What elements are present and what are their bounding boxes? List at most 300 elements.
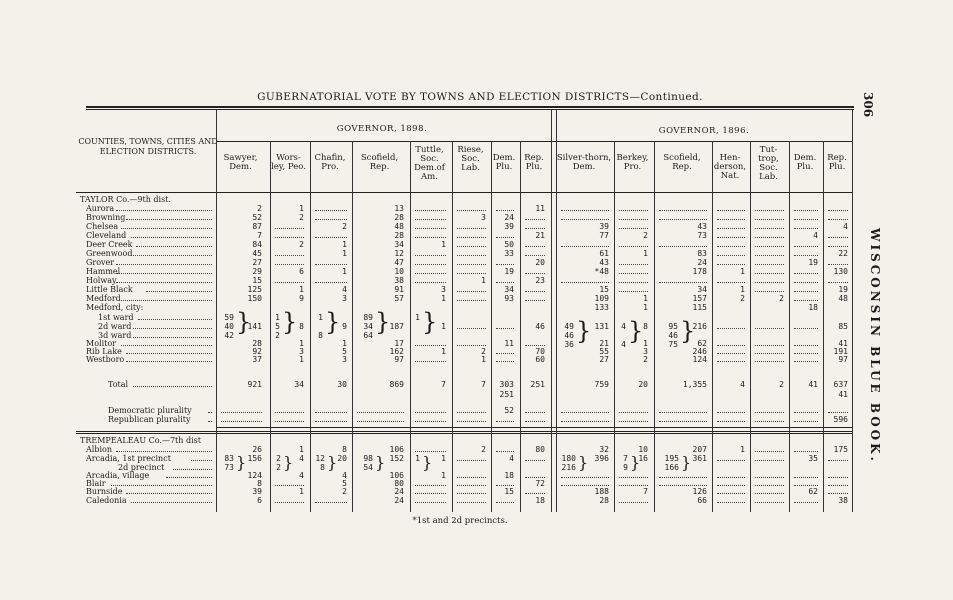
vote-cell: 91 (394, 285, 404, 294)
vote-cell: 175 (833, 445, 848, 454)
vote-cell: 7 (643, 487, 648, 496)
vote-cell: 38 (838, 496, 848, 505)
page-number: 306 (861, 92, 875, 118)
vote-cell: 62 (808, 487, 818, 496)
column-header: Scofield, Rep. (360, 153, 399, 172)
empty-cell-dots (619, 485, 648, 486)
vote-cell: 1 (441, 347, 446, 356)
vote-cell: 2 (779, 294, 784, 303)
vote-cell: 3 (481, 213, 486, 222)
footnote: *1st and 2d precincts. (412, 516, 508, 526)
vote-cell: 47 (394, 258, 404, 267)
empty-cell-dots (415, 361, 446, 362)
plurality-rule (216, 427, 852, 428)
empty-cell-dots (415, 345, 446, 346)
vote-cell: 26 (252, 445, 262, 454)
empty-cell-dots (794, 451, 818, 452)
vote-cell: 131 (594, 322, 609, 331)
empty-cell-dots (275, 255, 304, 256)
vote-cell: 46 (535, 322, 545, 331)
empty-cell-dots (457, 460, 486, 461)
vote-cell: 125 (247, 285, 262, 294)
column-header: Riese, Soc. Lab. (457, 145, 484, 173)
leader-dots (116, 210, 212, 211)
empty-cell-dots (717, 210, 745, 211)
vote-cell: 83 (697, 249, 707, 258)
ward-cell: 5 (275, 322, 280, 331)
vote-cell: 12 (394, 249, 404, 258)
empty-cell-dots (619, 502, 648, 503)
leader-dots (116, 451, 212, 452)
row-label: Aurora (86, 204, 115, 213)
brace: } (630, 453, 641, 472)
vote-cell: 13 (394, 204, 404, 213)
brace: } (375, 453, 386, 472)
vote-cell: 17 (394, 339, 404, 348)
vote-cell: 10 (638, 445, 648, 454)
leader-dots (131, 237, 212, 238)
empty-cell-dots (315, 421, 347, 422)
vote-cell: 19 (504, 267, 514, 276)
empty-cell-dots (828, 237, 848, 238)
brace: } (236, 453, 247, 472)
vote-cell: 2 (779, 380, 784, 389)
vote-cell: 3 (643, 347, 648, 356)
vote-cell: 84 (252, 240, 262, 249)
empty-cell-dots (717, 264, 745, 265)
row-label: Greenwood (86, 249, 133, 258)
empty-cell-dots (457, 237, 486, 238)
vote-cell: 596 (833, 415, 848, 424)
vote-cell: 4 (813, 231, 818, 240)
ward-cell: 12 (315, 454, 325, 463)
empty-cell-dots (457, 421, 486, 422)
empty-cell-dots (496, 485, 514, 486)
row-label: Browning (86, 213, 126, 222)
empty-cell-dots (828, 264, 848, 265)
vote-cell: 162 (389, 347, 404, 356)
brace: } (283, 453, 294, 472)
stub-header: COUNTIES, TOWNS, CITIES AND ELECTION DISTRICTS. (78, 137, 218, 156)
column-header: Rep. Plu. (524, 153, 544, 172)
ward-cell: 1 (415, 313, 420, 322)
vote-cell: 216 (692, 322, 707, 331)
vote-cell: 124 (247, 471, 262, 480)
vote-cell: 34 (504, 285, 514, 294)
vote-cell: 85 (838, 322, 848, 331)
empty-cell-dots (315, 237, 347, 238)
vote-cell: 2 (643, 355, 648, 364)
empty-cell-dots (619, 421, 648, 422)
empty-cell-dots (659, 282, 707, 283)
empty-cell-dots (659, 210, 707, 211)
column-header: Sawyer, Dem. (223, 153, 258, 172)
empty-cell-dots (794, 219, 818, 220)
vote-cell: 21 (535, 231, 545, 240)
vote-cell: 1 (342, 267, 347, 276)
vote-cell: 28 (599, 496, 609, 505)
vote-cell: 27 (252, 258, 262, 267)
leader-dots (111, 485, 212, 486)
ward-cell: 73 (224, 463, 234, 472)
vote-cell: 28 (394, 231, 404, 240)
vote-cell: 1 (342, 339, 347, 348)
empty-cell-dots (415, 493, 446, 494)
empty-cell-dots (755, 328, 784, 329)
vote-cell: 50 (504, 240, 514, 249)
empty-cell-dots (357, 412, 404, 413)
ward-cell: 8 (318, 331, 323, 340)
ward-cell: 4 (621, 340, 626, 349)
row-label: Republican plurality (108, 415, 191, 424)
ward-cell: 1 (415, 454, 420, 463)
empty-cell-dots (755, 219, 784, 220)
empty-cell-dots (275, 264, 304, 265)
vote-cell: 3 (299, 347, 304, 356)
column-header: Scofield, Rep. (663, 153, 701, 172)
empty-cell-dots (755, 451, 784, 452)
row-label: Medford (86, 294, 121, 303)
vote-cell: 28 (394, 213, 404, 222)
vote-cell: 1 (299, 487, 304, 496)
empty-cell-dots (415, 255, 446, 256)
vote-cell: 8 (257, 479, 262, 488)
empty-cell-dots (619, 477, 648, 478)
vote-cell: 2 (342, 487, 347, 496)
empty-cell-dots (525, 477, 545, 478)
empty-cell-dots (794, 477, 818, 478)
vote-cell: 207 (692, 445, 707, 454)
row-label: Arcadia, village (86, 471, 150, 480)
empty-cell-dots (755, 361, 784, 362)
empty-cell-dots (496, 328, 514, 329)
row-label: Democratic plurality (108, 406, 192, 415)
group-header-1896: GOVERNOR, 1896. (658, 126, 750, 136)
row-label: Hammel (86, 267, 121, 276)
column-header: Berkey, Pro. (616, 153, 649, 172)
row-label: TAYLOR Co.—9th dist. (80, 195, 171, 204)
empty-cell-dots (794, 485, 818, 486)
vote-cell: 24 (697, 258, 707, 267)
brace: } (327, 453, 338, 472)
section-rule (76, 431, 852, 432)
empty-cell-dots (561, 282, 609, 283)
empty-cell-dots (717, 282, 745, 283)
empty-cell-dots (496, 361, 514, 362)
empty-cell-dots (315, 264, 347, 265)
vote-cell: 92 (252, 347, 262, 356)
vote-cell: 3 (342, 355, 347, 364)
empty-cell-dots (717, 246, 745, 247)
leader-dots (126, 493, 212, 494)
empty-cell-dots (496, 210, 514, 211)
empty-cell-dots (525, 412, 545, 413)
vote-cell: 39 (504, 222, 514, 231)
empty-cell-dots (755, 353, 784, 354)
empty-cell-dots (315, 412, 347, 413)
empty-cell-dots (755, 485, 784, 486)
empty-cell-dots (275, 421, 304, 422)
leader-dots (138, 319, 212, 320)
empty-cell-dots (794, 228, 818, 229)
leader-dots (136, 246, 212, 247)
vote-cell: 1 (441, 240, 446, 249)
empty-cell-dots (457, 328, 486, 329)
vote-cell: 43 (599, 258, 609, 267)
vote-cell: 1 (299, 285, 304, 294)
vote-cell: 35 (808, 454, 818, 463)
empty-cell-dots (717, 477, 745, 478)
ward-cell: 54 (363, 463, 373, 472)
empty-cell-dots (828, 493, 848, 494)
row-label: Cleveland (86, 231, 127, 240)
column-header: Hen-derson, Nat. (713, 153, 747, 181)
empty-cell-dots (525, 300, 545, 301)
vote-cell: 66 (697, 496, 707, 505)
ward-cell: 7 (623, 454, 628, 463)
brace: } (236, 308, 252, 336)
vote-cell: 1 (643, 303, 648, 312)
vote-cell: 87 (252, 222, 262, 231)
vote-cell: 1 (481, 355, 486, 364)
vote-cell: 24 (504, 213, 514, 222)
row-label: Deer Creek (86, 240, 133, 249)
empty-cell-dots (755, 460, 784, 461)
empty-cell-dots (619, 291, 648, 292)
empty-cell-dots (659, 421, 707, 422)
book-title: WISCONSIN BLUE BOOK. (868, 228, 882, 464)
brace: } (282, 308, 298, 336)
vote-cell: 18 (535, 496, 545, 505)
vote-cell: 62 (697, 339, 707, 348)
ward-cell: 42 (224, 331, 234, 340)
vote-cell: 21 (599, 339, 609, 348)
vote-cell: 73 (697, 231, 707, 240)
vote-cell: 2 (299, 213, 304, 222)
vote-cell: 10 (394, 267, 404, 276)
brace: } (680, 317, 696, 345)
empty-cell-dots (755, 273, 784, 274)
ward-cell: 2 (276, 463, 281, 472)
vote-cell: 20 (337, 454, 347, 463)
ward-cell: 4 (621, 322, 626, 331)
row-label: Chelsea (86, 222, 119, 231)
empty-cell-dots (525, 291, 545, 292)
empty-cell-dots (496, 264, 514, 265)
row-label: 2d ward (98, 322, 132, 331)
empty-cell-dots (717, 502, 745, 503)
empty-cell-dots (794, 421, 818, 422)
leader-dots (191, 460, 212, 461)
empty-cell-dots (315, 282, 347, 283)
empty-cell-dots (717, 237, 745, 238)
empty-cell-dots (755, 421, 784, 422)
vote-cell: 41 (838, 390, 848, 399)
vote-cell: 5 (342, 479, 347, 488)
empty-cell-dots (415, 264, 446, 265)
ward-cell: 1 (318, 313, 323, 322)
vote-cell: 18 (504, 471, 514, 480)
vote-cell: 2 (643, 231, 648, 240)
vote-cell: 1 (441, 471, 446, 480)
empty-cell-dots (315, 502, 347, 503)
vote-cell: 72 (535, 479, 545, 488)
vote-cell: 97 (394, 355, 404, 364)
leader-dots (116, 273, 212, 274)
column-divider (551, 110, 552, 512)
empty-cell-dots (457, 291, 486, 292)
ward-cell: 216 (561, 463, 576, 472)
vote-cell: 251 (530, 380, 545, 389)
empty-cell-dots (794, 210, 818, 211)
vote-cell: 4 (299, 454, 304, 463)
empty-cell-dots (794, 291, 818, 292)
column-header: Dem. Plu. (492, 153, 516, 172)
empty-cell-dots (457, 485, 486, 486)
empty-cell-dots (415, 273, 446, 274)
vote-cell: 18 (808, 303, 818, 312)
empty-cell-dots (828, 246, 848, 247)
vote-cell: 24 (394, 487, 404, 496)
empty-cell-dots (525, 493, 545, 494)
top-rule-thin (86, 109, 854, 110)
leader-dots (133, 386, 212, 387)
vote-cell: 1 (299, 204, 304, 213)
vote-cell: 41 (808, 380, 818, 389)
column-header: Tuttle, Soc. Dem.of Am. (414, 145, 445, 182)
brace: } (578, 453, 589, 472)
column-header: Chafin, Pro. (314, 153, 346, 172)
empty-cell-dots (828, 460, 848, 461)
empty-cell-dots (717, 353, 745, 354)
vote-cell: 41 (838, 339, 848, 348)
vote-cell: 11 (535, 204, 545, 213)
empty-cell-dots (717, 361, 745, 362)
empty-cell-dots (755, 237, 784, 238)
leader-dots (121, 228, 212, 229)
empty-cell-dots (794, 282, 818, 283)
empty-cell-dots (755, 345, 784, 346)
empty-cell-dots (315, 219, 347, 220)
vote-cell: 2 (299, 240, 304, 249)
empty-cell-dots (755, 228, 784, 229)
vote-cell: 27 (599, 355, 609, 364)
vote-cell: 15 (504, 487, 514, 496)
vote-cell: 19 (838, 285, 848, 294)
vote-cell: 6 (299, 267, 304, 276)
vote-cell: 150 (247, 294, 262, 303)
ward-cell: 180 (561, 454, 576, 463)
vote-cell: 48 (838, 294, 848, 303)
vote-cell: 77 (599, 231, 609, 240)
empty-cell-dots (561, 421, 609, 422)
empty-cell-dots (828, 477, 848, 478)
ward-cell: 36 (564, 340, 574, 349)
vote-cell: 4 (843, 222, 848, 231)
vote-cell: 39 (599, 222, 609, 231)
empty-cell-dots (755, 255, 784, 256)
vote-cell: 4 (740, 380, 745, 389)
vote-cell: 126 (692, 487, 707, 496)
empty-cell-dots (561, 412, 609, 413)
column-header: Silver-thorn, Dem. (556, 153, 612, 172)
leader-dots (126, 353, 212, 354)
empty-cell-dots (794, 353, 818, 354)
vote-cell: 157 (692, 294, 707, 303)
empty-cell-dots (457, 228, 486, 229)
vote-cell: 187 (389, 322, 404, 331)
vote-cell: 106 (389, 471, 404, 480)
vote-cell: 7 (481, 380, 486, 389)
empty-cell-dots (457, 477, 486, 478)
empty-cell-dots (717, 228, 745, 229)
vote-cell: 1 (643, 249, 648, 258)
empty-cell-dots (496, 502, 514, 503)
vote-cell: 1 (441, 454, 446, 463)
vote-cell: 8 (342, 445, 347, 454)
empty-cell-dots (415, 219, 446, 220)
leader-dots (116, 264, 212, 265)
empty-cell-dots (275, 237, 304, 238)
ward-cell: 83 (224, 454, 234, 463)
row-label: Rib Lake (86, 347, 122, 356)
page-title: GUBERNATORIAL VOTE BY TOWNS AND ELECTION DISTRICTS—Continued. (257, 91, 703, 103)
ward-cell: 59 (224, 313, 234, 322)
empty-cell-dots (275, 228, 304, 229)
leader-dots (126, 219, 212, 220)
empty-cell-dots (415, 228, 446, 229)
empty-cell-dots (755, 477, 784, 478)
vote-cell: 6 (257, 496, 262, 505)
empty-cell-dots (717, 421, 745, 422)
empty-cell-dots (828, 412, 848, 413)
vote-cell: 106 (389, 445, 404, 454)
empty-cell-dots (457, 255, 486, 256)
empty-cell-dots (619, 412, 648, 413)
group-rule (216, 141, 852, 142)
brace: } (325, 308, 341, 336)
empty-cell-dots (659, 246, 707, 247)
vote-cell: 2 (257, 204, 262, 213)
vote-cell: 52 (504, 406, 514, 415)
row-label: Albion (86, 445, 112, 454)
empty-cell-dots (525, 421, 545, 422)
row-label: Caledonia (86, 496, 127, 505)
ward-cell: 40 (224, 322, 234, 331)
empty-cell-dots (794, 361, 818, 362)
empty-cell-dots (275, 282, 304, 283)
vote-cell: 3 (441, 285, 446, 294)
vote-cell: 1 (299, 445, 304, 454)
empty-cell-dots (496, 237, 514, 238)
vote-cell: 15 (252, 276, 262, 285)
vote-cell: 2 (740, 294, 745, 303)
empty-cell-dots (828, 282, 848, 283)
empty-cell-dots (717, 255, 745, 256)
vote-cell: 8 (299, 322, 304, 331)
vote-cell: 30 (337, 380, 347, 389)
vote-cell: 1 (342, 240, 347, 249)
column-divider (750, 141, 751, 512)
row-label: 1st ward (98, 313, 134, 322)
vote-cell: 28 (252, 339, 262, 348)
empty-cell-dots (659, 485, 707, 486)
vote-cell: 1 (299, 355, 304, 364)
vote-cell: 97 (838, 355, 848, 364)
ward-cell: 98 (363, 454, 373, 463)
row-label: Burnside (86, 487, 123, 496)
vote-cell: 37 (252, 355, 262, 364)
